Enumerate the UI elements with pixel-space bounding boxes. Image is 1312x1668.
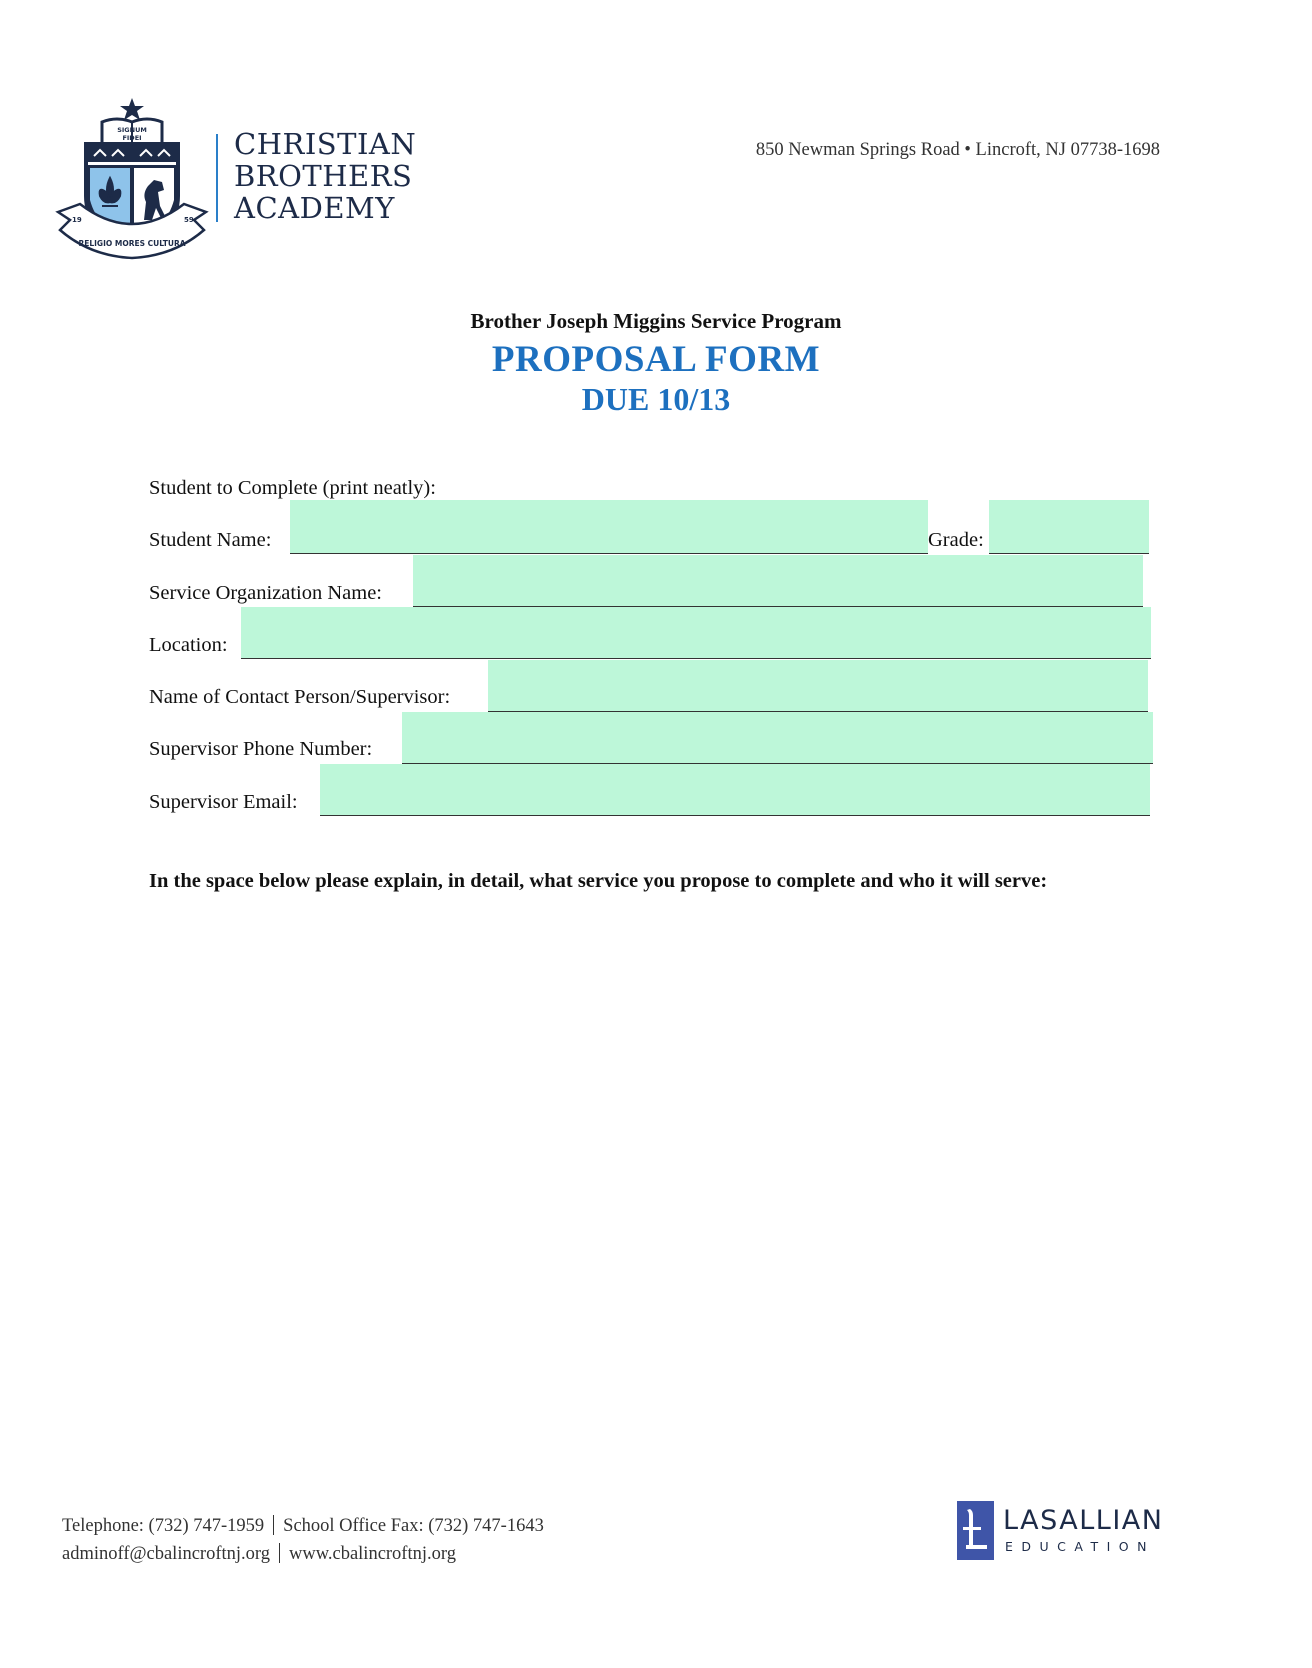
school-address: 850 Newman Springs Road • Lincroft, NJ 07738-1698 <box>755 140 1160 160</box>
lasallian-logo-word: LASALLIAN <box>1003 1505 1164 1536</box>
crest-motto-ribbon: RELIGIO MORES CULTURA <box>78 239 186 248</box>
contact-label: Name of Contact Person/Supervisor: <box>149 686 451 708</box>
phone-label: Supervisor Phone Number: <box>149 738 373 760</box>
phone-field[interactable] <box>402 712 1153 764</box>
footer-divider <box>279 1543 280 1563</box>
instruction-text: In the space below please explain, in detail, what service you propose to complete and who it will serve: <box>149 870 1048 892</box>
student-name-field[interactable] <box>290 500 928 554</box>
school-name <box>234 128 416 224</box>
school-name-line-1: CHRISTIAN <box>234 127 417 161</box>
form-intro: Student to Complete (print neatly): <box>149 477 436 499</box>
footer-contact-line <box>62 1543 456 1565</box>
footer-fax: School Office Fax: (732) 747-1643 <box>283 1516 544 1536</box>
form-title: PROPOSAL FORM <box>491 339 821 380</box>
organization-field[interactable] <box>413 555 1143 607</box>
lasallian-logo-subtitle: EDUCATION <box>1005 1539 1155 1554</box>
crest-year-right: 59 <box>184 216 194 224</box>
grade-label: Grade: <box>928 529 984 551</box>
due-date: DUE 10/13 <box>581 381 731 417</box>
location-field[interactable] <box>241 607 1151 659</box>
school-crest-logo <box>54 96 210 264</box>
crest-motto-top: SIGNUM <box>117 126 147 134</box>
email-field[interactable] <box>320 764 1150 816</box>
brand-divider <box>216 134 218 222</box>
footer-divider <box>273 1515 274 1535</box>
footer-email[interactable]: adminoff@cbalincroftnj.org <box>62 1544 270 1564</box>
lasallian-logo-mark <box>957 1501 994 1560</box>
school-name-line-2: BROTHERS <box>234 159 413 193</box>
student-name-label: Student Name: <box>149 529 272 551</box>
crest-year-left: 19 <box>72 216 82 224</box>
svg-text:FIDEI: FIDEI <box>122 134 142 142</box>
footer-telephone: Telephone: (732) 747-1959 <box>62 1516 265 1536</box>
contact-field[interactable] <box>488 660 1148 712</box>
grade-field[interactable] <box>989 500 1149 554</box>
footer-phone-line <box>62 1515 544 1537</box>
school-name-line-3: ACADEMY <box>234 191 395 225</box>
organization-label: Service Organization Name: <box>149 582 383 604</box>
footer-website[interactable]: www.cbalincroftnj.org <box>288 1544 456 1564</box>
location-label: Location: <box>149 634 228 656</box>
program-title: Brother Joseph Miggins Service Program <box>470 309 842 333</box>
email-label: Supervisor Email: <box>149 791 298 813</box>
